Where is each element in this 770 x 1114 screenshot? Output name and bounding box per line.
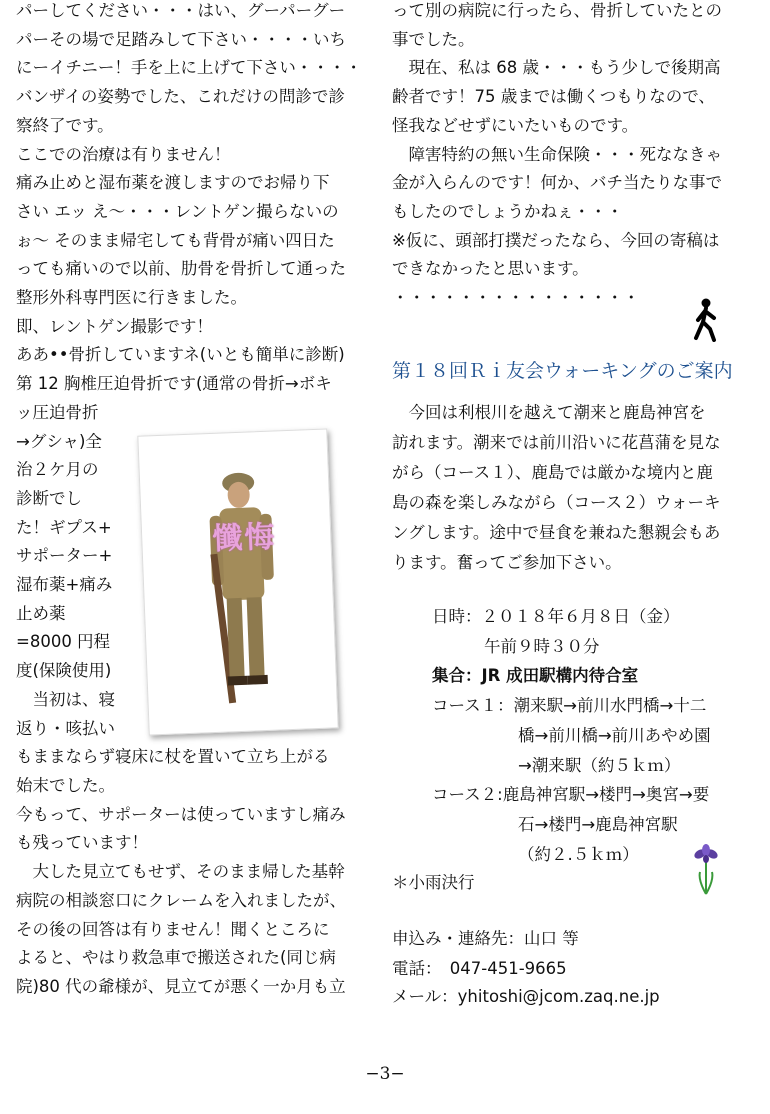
text-line: もしたのでしょうかねぇ・・・ [392, 201, 623, 221]
text-line: 当初は、寝 [16, 689, 115, 709]
text-line: にーイチニー！手を上に上げて下さい・・・・ [16, 58, 362, 78]
text-line: よると、やはり救急車で搬送された(同じ病 [16, 948, 336, 968]
text-line: 事でした。 [392, 29, 475, 49]
text-line: 現在、私は 68 歳・・・もう少しで後期高 [392, 58, 721, 78]
text-line: →グシャ)全 [16, 431, 102, 451]
text-line: 度(保険使用) [16, 661, 112, 681]
text-line: 整形外科専門医に行きました。 [16, 288, 247, 308]
walking-intro [392, 398, 721, 578]
text-line: パーその場で足踏みして下さい・・・・いち [16, 29, 346, 49]
page-number: −3− [365, 1064, 405, 1084]
text-line: さい エッ え～・・・レントゲン撮らないの [16, 201, 339, 221]
text-line: 始末でした。 [16, 775, 115, 795]
text-line: ああ••骨折していますネ(いとも簡単に診断) [16, 345, 345, 365]
text-line: その後の回答は有りません！聞くところに [16, 919, 330, 939]
soldier-photo [137, 428, 338, 735]
text-line: 金が入らんのです！何か、バチ当たりな事で [392, 173, 722, 193]
text-line: 今もって、サポーターは使っていますし痛み [16, 804, 346, 824]
text-line: 痛み止めと湿布薬を渡しますのでお帰り下 [16, 173, 330, 193]
text-line: っても痛いので以前、肋骨を骨折して通った [16, 259, 346, 279]
text-line: 院)80 代の爺様が、見立てが悪く一か月も立 [16, 976, 346, 996]
walking-heading: 第１８回Ｒｉ友会ウォーキングのご案内 [392, 360, 733, 382]
text-line: 返り・咳払い [16, 718, 115, 738]
text-line: 即、レントゲン撮影です！ [16, 316, 213, 336]
course-2-line-2: 石→楼門→鹿島神宮駅 [518, 815, 678, 834]
walking-person-icon [690, 298, 726, 346]
text-line: サポーター+ [16, 546, 113, 566]
text-line: ぉ～ そのまま帰宅しても背骨が痛い四日た [16, 230, 335, 250]
text-line: 大した見立てもせず、そのまま帰した基幹 [16, 862, 345, 882]
text-line: =8000 円程 [16, 632, 111, 652]
text-line: もままならず寝床に杖を置いて立ち上がる [16, 747, 330, 767]
contact-email: メール：yhitoshi@jcom.zaq.ne.jp [392, 987, 660, 1006]
event-date: 日時：２０１８年６月８日（金） [432, 607, 680, 626]
event-time: 午前９時３０分 [484, 637, 600, 656]
text-line: も残っています！ [16, 833, 148, 853]
intro-line: ングします。途中で昼食を兼ねた懇親会もあ [392, 523, 721, 542]
text-line: た！ギプス+ [16, 517, 112, 537]
contact-phone: 電話： 047-451-9665 [392, 959, 567, 978]
text-line: ッ圧迫骨折 [16, 402, 99, 422]
course-2-line-3: （約２.５ｋｍ） [518, 845, 639, 864]
text-line: パーしてください・・・はい、グーパーグー [16, 1, 346, 20]
text-line: 病院の相談窓口にクレームを入れましたが、 [16, 890, 346, 910]
intro-line: 訪れます。潮来では前川沿いに花菖蒲を見な [392, 433, 721, 452]
right-column [392, 0, 762, 313]
text-line: ・・・・・・・・・・・・・・・ [392, 288, 640, 308]
stamp-text: 懺悔 [211, 519, 277, 557]
text-line: ※仮に、頭部打撲だったなら、今回の寄稿は [392, 230, 720, 250]
text-line: って別の病院に行ったら、骨折していたとの [392, 1, 722, 20]
text-line: ここでの治療は有りません！ [16, 144, 231, 164]
text-line: 障害特約の無い生命保険・・・死ななきゃ [392, 144, 722, 164]
course-1-line-1: コース１：潮来駅→前川水門橋→十二 [432, 696, 707, 715]
text-line: 診断でし [16, 488, 82, 508]
course-2-line-1: コース２:鹿島神宮駅→楼門→奥宮→要 [432, 785, 710, 804]
text-line: 察終了です。 [16, 115, 114, 135]
course-1-line-3: →潮来駅（約５ｋｍ） [518, 756, 681, 775]
text-line: できなかったと思います。 [392, 259, 589, 279]
intro-line: 今回は利根川を越えて潮来と鹿島神宮を [392, 403, 706, 422]
rain-note: ＊小雨決行 [392, 873, 475, 892]
intro-line: ります。奮ってご参加下さい。 [392, 553, 622, 572]
text-line: 治２ケ月の [16, 460, 99, 480]
text-line: 湿布薬+痛み [16, 575, 113, 595]
event-meeting: 集合：JR 成田駅構内待合室 [432, 666, 639, 685]
course-1-line-2: 橋→前川橋→前川あやめ園 [518, 726, 711, 745]
contact-name: 申込み・連絡先：山口 等 [392, 929, 579, 948]
iris-flower-icon [690, 842, 722, 900]
intro-line: 島の森を楽しみながら（コース２）ウォーキ [392, 493, 721, 512]
text-line: 第 12 胸椎圧迫骨折です(通常の骨折→ボキ [16, 374, 332, 394]
text-line: バンザイの姿勢でした、これだけの問診で診 [16, 87, 345, 107]
text-line: 怪我などせずにいたいものです。 [392, 115, 639, 135]
text-line: 止め薬 [16, 603, 66, 623]
text-line: 齢者です！75 歳までは働くつもりなので、 [392, 87, 715, 107]
soldier-figure-image [138, 430, 337, 735]
intro-line: がら（コース１）、鹿島では厳かな境内と鹿 [392, 463, 713, 482]
